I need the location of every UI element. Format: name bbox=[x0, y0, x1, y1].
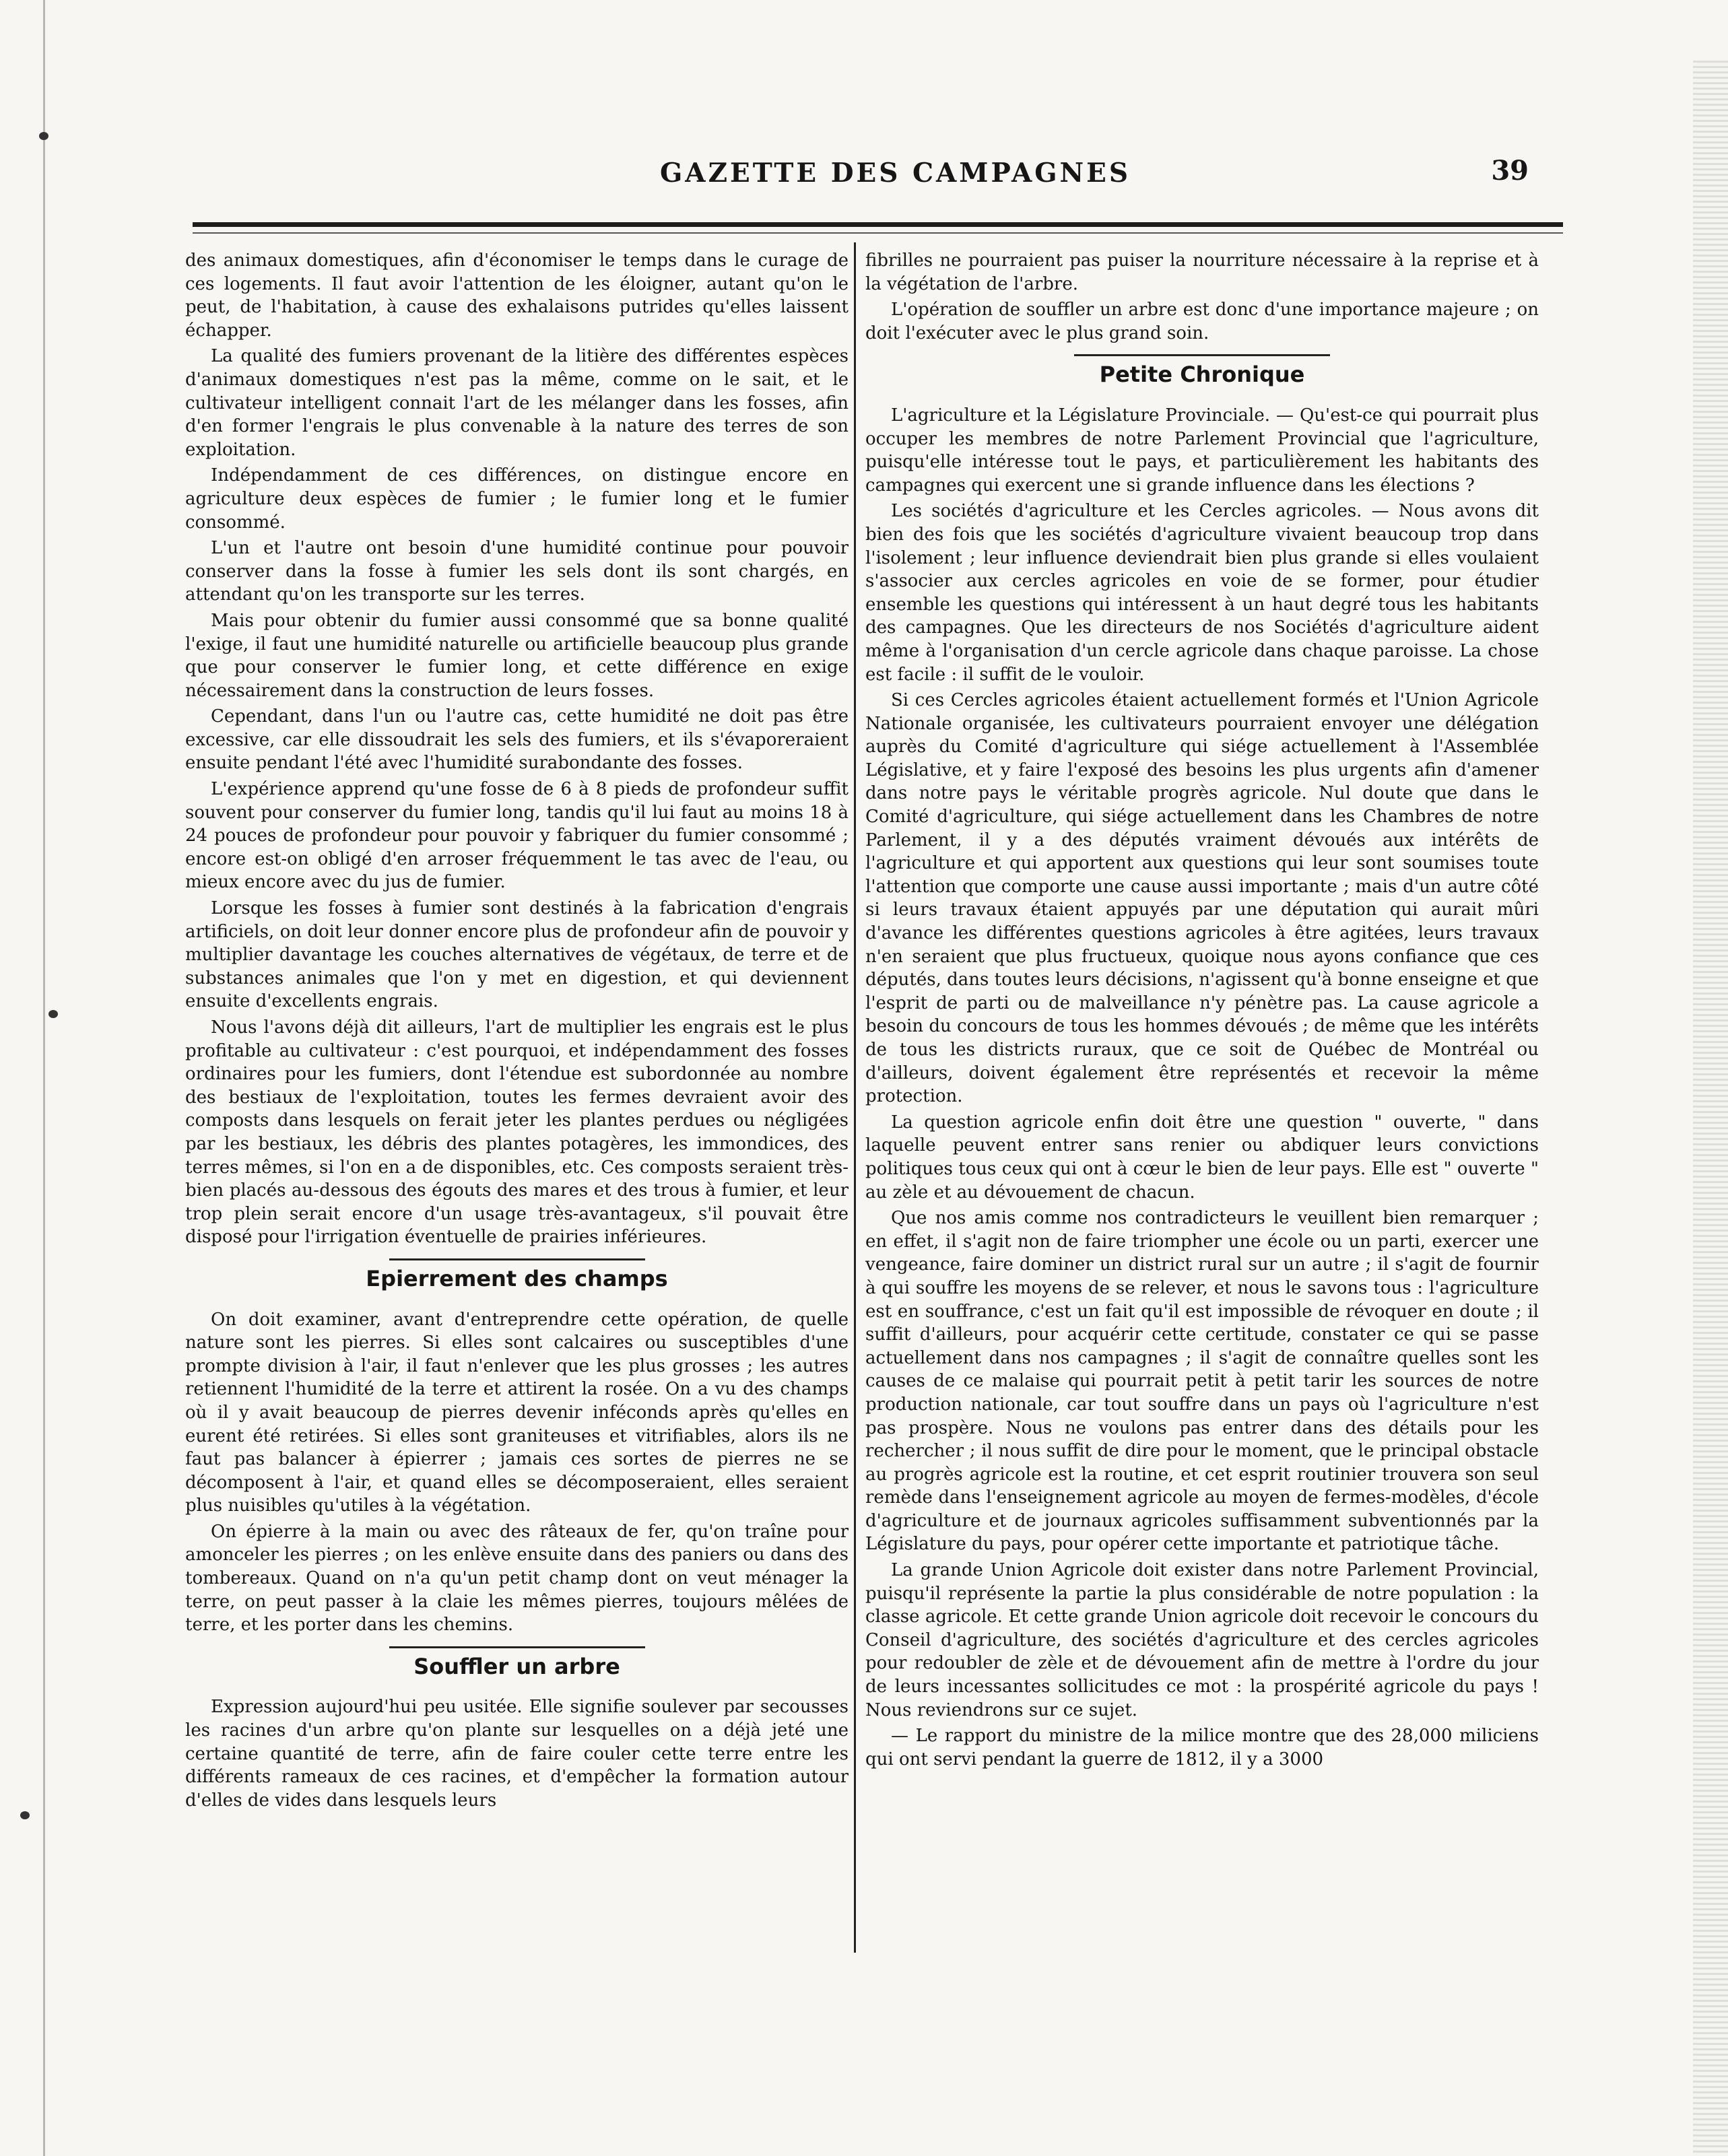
paragraph: Expression aujourd'hui peu usitée. Elle signifie soulever par secousses les racines d'un arbre qu'on plante sur lesquelles on a déjà jeté une certaine quantité de terre, afin de faire couler cette terre entre les différents rameaux de ces racines, et d'empêcher la formation autour d'elles de vides dans lesquels leurs bbox=[185, 1697, 849, 1811]
right-column bbox=[865, 249, 1539, 1774]
paragraph: L'opération de souffler un arbre est donc d'une importance majeure ; on doit l'exécuter avec le plus grand soin. bbox=[865, 300, 1539, 343]
paragraph: La qualité des fumiers provenant de la litière des différentes espèces d'animaux domestiques n'est pas la même, comme on le sait, et le cultivateur intelligent connait l'art de les mélanger dans les fosses, afin d'en former l'engrais le plus convenable à la nature des terres de son exploitation. bbox=[185, 346, 849, 460]
paragraph: fibrilles ne pourraient pas puiser la nourriture nécessaire à la reprise et à la végétation de l'arbre. bbox=[865, 250, 1539, 294]
ink-speck bbox=[48, 1010, 58, 1018]
paragraph: Cependant, dans l'un ou l'autre cas, cette humidité ne doit pas être excessive, car elle dissoudrait les sels des fumiers, et ils s'évaporeraient ensuite pendant l'été avec l'humidité surabondante des fosses. bbox=[185, 706, 849, 774]
section-rule bbox=[1074, 354, 1330, 356]
ink-speck bbox=[20, 1811, 30, 1819]
section-rule bbox=[389, 1258, 645, 1260]
ink-speck bbox=[39, 132, 48, 140]
paragraph: Nous l'avons déjà dit ailleurs, l'art de multiplier les engrais est le plus profitable au cultivateur : c'est pourquoi, et indépendamment des fosses ordinaires pour les fumiers, dont l'étendue est subordonnée au nombre des bestiaux de l'exploitation, toutes les fermes devraient avoir des composts dans lesquels on ferait jeter les plantes perdues ou négligées par les bestiaux, les débris des plantes potagères, les immondices, des terres mêmes, si l'on en a de disponibles, etc. Ces composts seraient très-bien placés au-dessous des égouts des mares et des trous à fumier, et leur trop plein serait encore d'un usage très-avantageux, s'il pouvait être disposé pour l'irrigation éventuelle de prairies inférieures. bbox=[185, 1017, 849, 1248]
left-column bbox=[185, 249, 849, 1815]
paragraph: La grande Union Agricole doit exister dans notre Parlement Provincial, puisqu'il représente la partie la plus considérable de notre population : la classe agricole. Et cette grande Union agricole doit recevoir le concours du Conseil d'agriculture, des sociétés d'agriculture et des cercles agricoles pour redoubler de zèle et de dévouement afin de mettre à l'ordre du jour de leurs incessantes sollicitudes ce mot : la prospérité agricole du pays ! Nous reviendrons sur ce sujet. bbox=[865, 1560, 1539, 1720]
page-number: 39 bbox=[1491, 155, 1529, 187]
paragraph: Lorsque les fosses à fumier sont destinés à la fabrication d'engrais artificiels, on doit leur donner encore plus de profondeur afin de pouvoir y multiplier davantage les couches alternatives de végétaux, de terre et de substances animales que l'on y met en digestion, et qui deviennent ensuite d'excellents engrais. bbox=[185, 898, 849, 1012]
paragraph: Mais pour obtenir du fumier aussi consommé que sa bonne qualité l'exige, il faut une humidité naturelle ou artificielle beaucoup plus grande que pour conserver le fumier long, et cette différence en exige nécessairement dans la construction de leurs fosses. bbox=[185, 610, 849, 701]
section-heading-epierrement: Epierrement des champs bbox=[366, 1265, 668, 1291]
paragraph: On épierre à la main ou avec des râteaux de fer, qu'on traîne pour amonceler les pierres ; on les enlève ensuite dans des paniers ou dans des tombereaux. Quand on n'a qu'un petit champ dont on veut ménager la terre, on peut passer à la claie les mêmes pierres, toujours mêlées de terre, et les porter dans les chemins. bbox=[185, 1521, 849, 1636]
section-rule bbox=[389, 1646, 645, 1648]
column-divider bbox=[854, 242, 856, 1953]
page-edge-right bbox=[1693, 61, 1728, 2156]
paragraph: des animaux domestiques, afin d'économiser le temps dans le curage de ces logements. Il faut avoir l'attention de les éloigner, autant qu'on le peut, de l'habitation, à cause des exhalaisons putrides qu'elles laissent échapper. bbox=[185, 250, 849, 341]
paragraph: L'expérience apprend qu'une fosse de 6 à 8 pieds de profondeur suffit souvent pour conserver du fumier long, tandis qu'il lui faut au moins 18 à 24 pouces de profondeur pour pouvoir y fabriquer du fumier consommé ; encore est-on obligé d'en arroser fréquemment le tas avec de l'eau, ou mieux encore avec du jus de fumier. bbox=[185, 779, 849, 893]
paragraph: Indépendamment de ces différences, on distingue encore en agriculture deux espèces de fumier ; le fumier long et le fumier consommé. bbox=[185, 465, 849, 533]
header-rule bbox=[193, 222, 1563, 227]
paragraph: — Le rapport du ministre de la milice montre que des 28,000 miliciens qui ont servi pendant la guerre de 1812, il y a 3000 bbox=[865, 1726, 1539, 1770]
section-heading-petite-chronique: Petite Chronique bbox=[1099, 362, 1305, 388]
masthead bbox=[189, 155, 1556, 189]
paragraph: Les sociétés d'agriculture et les Cercles agricoles. — Nous avons dit bien des fois que les sociétés d'agriculture vivaient beaucoup trop dans l'isolement ; leur influence deviendrait bien plus grande si elles voulaient s'associer aux cercles agricoles en voie de se former, pour étudier ensemble les questions qui intéressent à un haut degré tous les habitants des campagnes. Que les directeurs de nos Sociétés d'agriculture aident même à l'organisation d'un cercle agricole dans chaque paroisse. La chose est facile : il suffit de le vouloir. bbox=[865, 501, 1539, 685]
newspaper-title: GAZETTE DES CAMPAGNES bbox=[660, 158, 1131, 189]
paragraph: L'agriculture et la Législature Provinciale. — Qu'est-ce qui pourrait plus occuper les membres de notre Parlement Provincial que l'agriculture, puisqu'elle intéresse tout le pays, et particulièrement les habitants des campagnes qui exercent une si grande influence dans les élections ? bbox=[865, 405, 1539, 496]
paragraph: Que nos amis comme nos contradicteurs le veuillent bien remarquer ; en effet, il s'agit non de faire triompher une école ou un parti, exercer une vengeance, faire dominer un district rural sur un autre ; il s'agit de fournir à qui souffre les moyens de se relever, et nous le savons tous : l'agriculture est en souffrance, c'est un fait qu'il est impossible de révoquer en doute ; il suffit d'ailleurs, pour acquérir cette certitude, constater ce qui se passe actuellement dans nos campagnes ; il s'agit de connaître quelles sont les causes de ce malaise qui pourrait petit à petit tarir les sources de notre production nationale, car tout souffre dans un pays où l'agriculture n'est pas prospère. Nous ne voulons pas entrer dans des détails pour les rechercher ; il nous suffit de dire pour le moment, que le principal obstacle au progrès agricole est la routine, et cet esprit routinier trouvera son seul remède dans l'enseignement agricole au moyen de fermes-modèles, d'école d'agriculture et de journaux agricoles suffisamment subventionnés par la Législature du pays, pour opérer cette importante et patriotique tâche. bbox=[865, 1208, 1539, 1555]
header-rule-thin bbox=[193, 232, 1563, 234]
paragraph: On doit examiner, avant d'entreprendre cette opération, de quelle nature sont les pierres. Si elles sont calcaires ou susceptibles d'une prompte division à l'air, il faut n'enlever que les plus grosses ; les autres retiennent l'humidité de la terre et attirent la rosée. On a vu des champs où il y avait beaucoup de pierres devenir inféconds après qu'elles en eurent été retirées. Si elles sont graniteuses et vitrifiables, alors ils ne faut pas balancer à épierrer ; jamais ces sortes de pierres ne se décomposent à l'air, et quand elles se décomposeraient, elles seraient plus nuisibles qu'utiles à la végétation. bbox=[185, 1309, 849, 1516]
paragraph: L'un et l'autre ont besoin d'une humidité continue pour pouvoir conserver dans la fosse à fumier les sels dont ils sont chargés, en attendant qu'on les transporte sur les terres. bbox=[185, 538, 849, 605]
page-edge-left bbox=[43, 0, 45, 2156]
paragraph: Si ces Cercles agricoles étaient actuellement formés et l'Union Agricole Nationale organisée, les cultivateurs pourraient envoyer une délégation auprès du Comité d'agriculture qui siége actuellement à l'Assemblée Législative, et y faire l'exposé des besoins les plus urgents afin d'amener dans notre pays le véritable progrès agricole. Nul doute que dans le Comité d'agriculture, qui siége actuellement dans les Chambres de notre Parlement, il y a des députés vraiment dévoués aux intérêts de l'agriculture et qui apportent aux questions qui leur sont soumises toute l'attention que comporte une cause aussi importante ; mais d'un autre côté si leurs travaux étaient appuyés par une députation qui aurait mûri d'avance les différentes questions agricoles à être agitées, leurs travaux n'en seraient que plus fructueux, quoique nous ayons confiance que ces députés, dans toutes leurs décisions, n'agissent qu'à bonne enseigne et que l'esprit de parti ou de malveillance n'y pénètre pas. La cause agricole a besoin du concours de tous les hommes dévoués ; de même que les intérêts de tous les districts ruraux, que ce soit de Québec de Montréal ou d'ailleurs, doivent également être représentés et recevoir la même protection. bbox=[865, 690, 1539, 1107]
section-heading-souffler: Souffler un arbre bbox=[413, 1653, 620, 1679]
paragraph: La question agricole enfin doit être une question " ouverte, " dans laquelle peuvent entrer sans renier ou abdiquer leurs convictions politiques tous ceux qui ont à cœur le bien de leur pays. Elle est " ouverte " au zèle et au dévouement de chacun. bbox=[865, 1112, 1539, 1203]
